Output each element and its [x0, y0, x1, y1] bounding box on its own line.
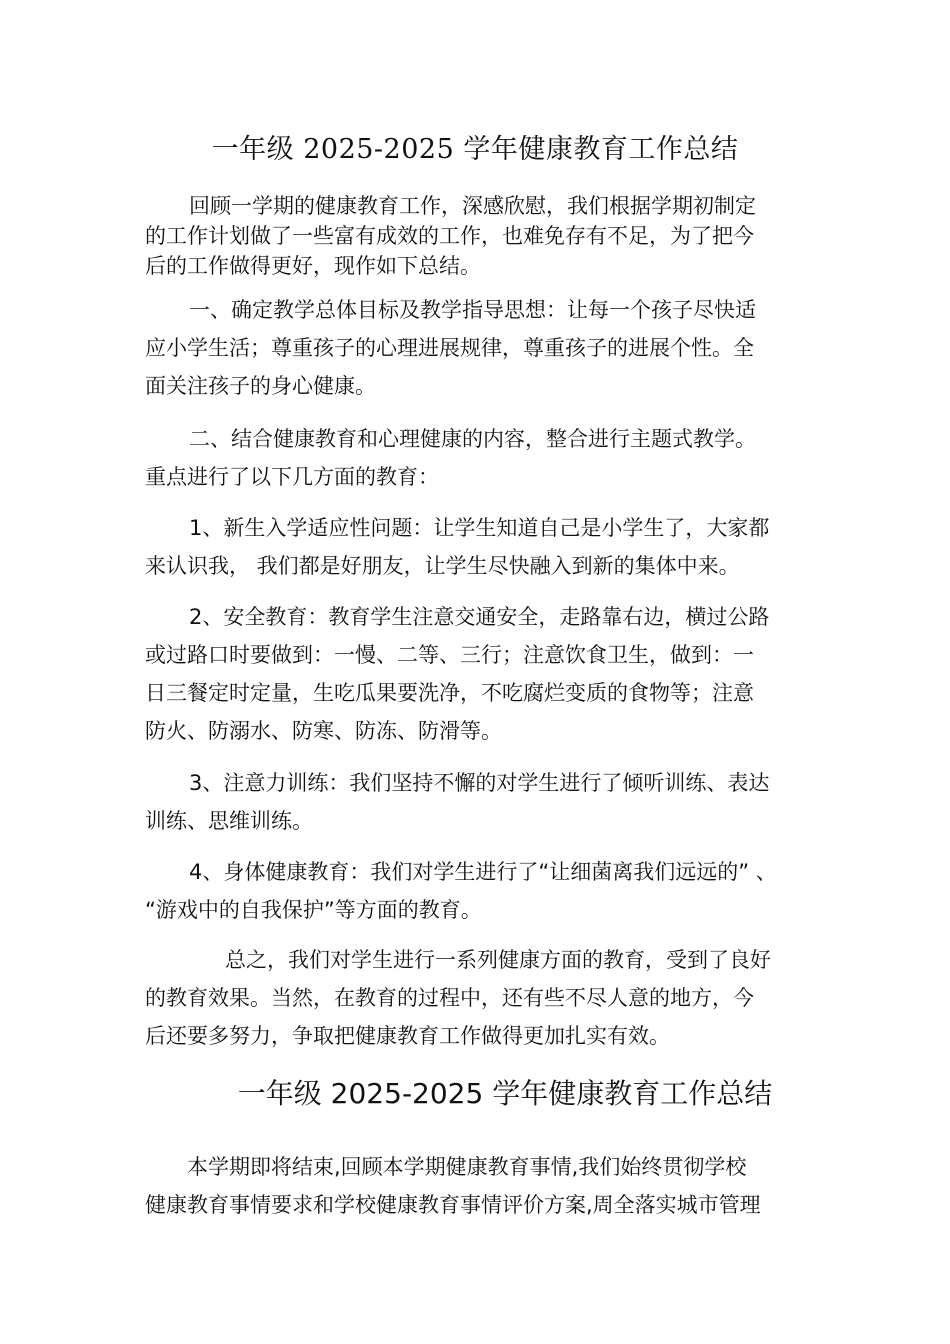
paragraph-line: 的工作计划做了一些富有成效的工作，也难免存有不足，为了把今: [145, 224, 754, 248]
paragraph-line: 2、安全教育：教育学生注意交通安全，走路靠右边，横过公路: [189, 605, 770, 629]
paragraph-line: 回顾一学期的健康教育工作，深感欣慰，我们根据学期初制定: [189, 194, 756, 218]
item-four-paragraph: [145, 853, 810, 929]
paragraph-line: 本学期即将结束,回顾本学期健康教育事情,我们始终贯彻学校: [187, 1155, 747, 1179]
paragraph-line: 3、注意力训练：我们坚持不懈的对学生进行了倾听训练、表达: [189, 771, 770, 795]
section-two-paragraph: [145, 420, 810, 496]
paragraph-line: 一、确定教学总体目标及教学指导思想：让每一个孩子尽快适: [189, 298, 756, 322]
paragraph-line: 总之，我们对学生进行一系列健康方面的教育，受到了良好: [225, 948, 771, 972]
document-title: 一年级 2025-2025 学年健康教育工作总结: [211, 134, 739, 165]
intro-paragraph: [145, 191, 810, 281]
second-document-title: 一年级 2025-2025 学年健康教育工作总结: [237, 1077, 773, 1110]
paragraph-line: 或过路口时要做到：一慢、二等、三行；注意饮食卫生，做到：一: [145, 643, 754, 667]
paragraph-line: 防火、防溺水、防寒、防冻、防滑等。: [145, 719, 502, 743]
paragraph-line: 后的工作做得更好，现作如下总结。: [145, 254, 481, 278]
paragraph-line: 来认识我， 我们都是好朋友，让学生尽快融入到新的集体中来。: [145, 554, 740, 578]
paragraph-line: 后还要多努力，争取把健康教育工作做得更加扎实有效。: [145, 1024, 670, 1048]
paragraph-line: 的教育效果。当然，在教育的过程中，还有些不尽人意的地方，今: [145, 986, 754, 1010]
paragraph-line: 重点进行了以下几方面的教育：: [145, 465, 439, 489]
item-one-paragraph: [145, 509, 810, 585]
paragraph-line: 健康教育事情要求和学校健康教育事情评价方案,周全落实城市管理: [145, 1193, 761, 1217]
paragraph-line: “游戏中的自我保护”等方面的教育。: [145, 898, 482, 922]
paragraph-line: 4、身体健康教育：我们对学生进行了“让细菌离我们远远的” 、: [189, 860, 777, 884]
paragraph-line: 日三餐定时定量，生吃瓜果要洗净，不吃腐烂变质的食物等；注意: [145, 681, 754, 705]
paragraph-line: 二、结合健康教育和心理健康的内容，整合进行主题式教学。: [189, 427, 756, 451]
paragraph-line: 面关注孩子的身心健康。: [145, 374, 376, 398]
paragraph-line: 1、新生入学适应性问题：让学生知道自己是小学生了，大家都: [189, 516, 770, 540]
second-intro-paragraph: [145, 1148, 810, 1224]
section-one-paragraph: [145, 291, 810, 405]
paragraph-line: 应小学生活；尊重孩子的心理进展规律，尊重孩子的进展个性。全: [145, 336, 754, 360]
paragraph-line: 训练、思维训练。: [145, 809, 313, 833]
conclusion-paragraph: [145, 941, 810, 1055]
item-two-paragraph: [145, 598, 810, 750]
item-three-paragraph: [145, 764, 810, 840]
